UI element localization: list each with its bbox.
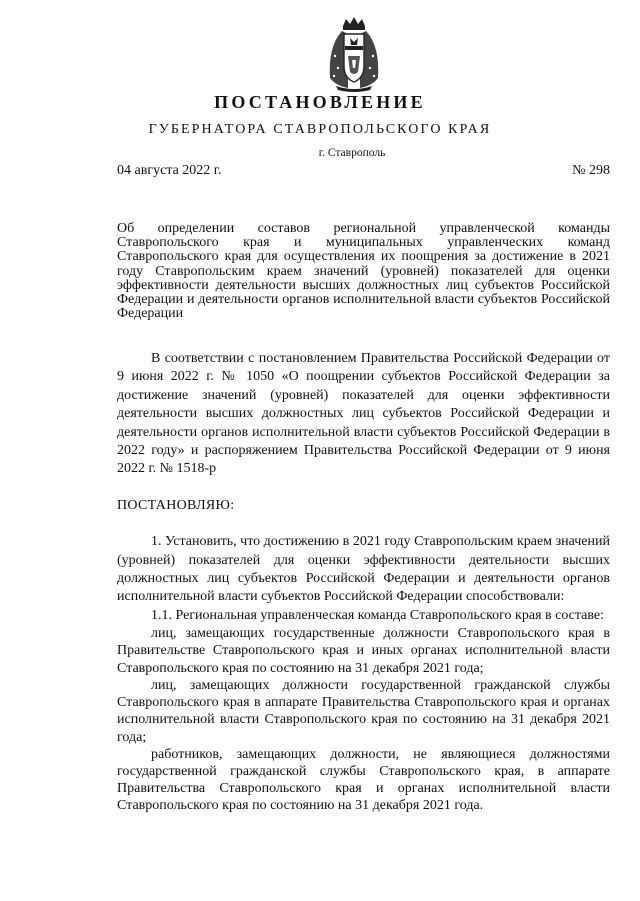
- preamble-paragraph: В соответствии с постановлением Правительства Российской Федерации от 9 июня 2022 г. № 1050 «О поощрении субъектов Российской Федерации за достижение значений (уровней) показателей для оценки эффективности деятельности высших должностных лиц субъектов Российской Федерации и деятельности органов исполнительной власти субъектов Российской Федерации в 2022 году» и распоряжением Правительства Российской Федерации от 9 июня 2022 г. № 1518-р: [117, 351, 610, 477]
- item-1-paragraph: 1. Установить, что достижению в 2021 году Ставропольским краем значений (уровней) показателей для оценки эффективности деятельности высших должностных лиц субъектов Российской Федерации и деятельности органов исполнительной власти субъектов Российской Федерации способствовали:: [117, 534, 610, 605]
- document-heading: Об определении составов региональной управленческой команды Ставропольского края и муниципальных управленческих команд Ставропольского края для осуществления их поощрения за достижение в 2021 году Ставропольским краем значений (уровней) показателей для оценки эффективности деятельности высших должностных лиц субъектов Российской Федерации и деятельности органов исполнительной власти субъектов Российской Федерации: [117, 221, 610, 322]
- issuer-line: ГУБЕРНАТОРА СТАВРОПОЛЬСКОГО КРАЯ: [148, 122, 492, 137]
- decree-word: ПОСТАНОВЛЯЮ:: [117, 497, 235, 513]
- city: г. Ставрополь: [318, 147, 386, 159]
- item-1-1-paragraph: 1.1. Региональная управленческая команда Ставропольского края в составе:: [151, 607, 605, 623]
- document-date: 04 августа 2022 г.: [117, 163, 222, 178]
- document-title: ПОСТАНОВЛЕНИЕ: [214, 92, 426, 112]
- document-body: [117, 350, 610, 815]
- document-number: № 298: [572, 163, 610, 178]
- list-item: лиц, замещающих государственные должности Ставропольского края в Правительстве Ставропольского края и иных органах исполнительной власти Ставропольского края по состоянию на 31 декабря 2021 года;: [117, 626, 610, 676]
- stavropol-coat-of-arms-icon: [326, 16, 382, 92]
- list-item: лиц, замещающих должности государственной гражданской службы Ставропольского края в аппарате Правительства Ставропольского края и органах исполнительной власти Ставропольского края по состоянию на 31 декабря 2021 года;: [117, 677, 610, 745]
- list-item: работников, замещающих должности, не являющиеся должностями государственной гражданской службы Ставропольского края, в аппарате Правительства Ставропольского края и органах исполнительной власти Ставропольского края по состоянию на 31 декабря 2021 года.: [117, 746, 610, 814]
